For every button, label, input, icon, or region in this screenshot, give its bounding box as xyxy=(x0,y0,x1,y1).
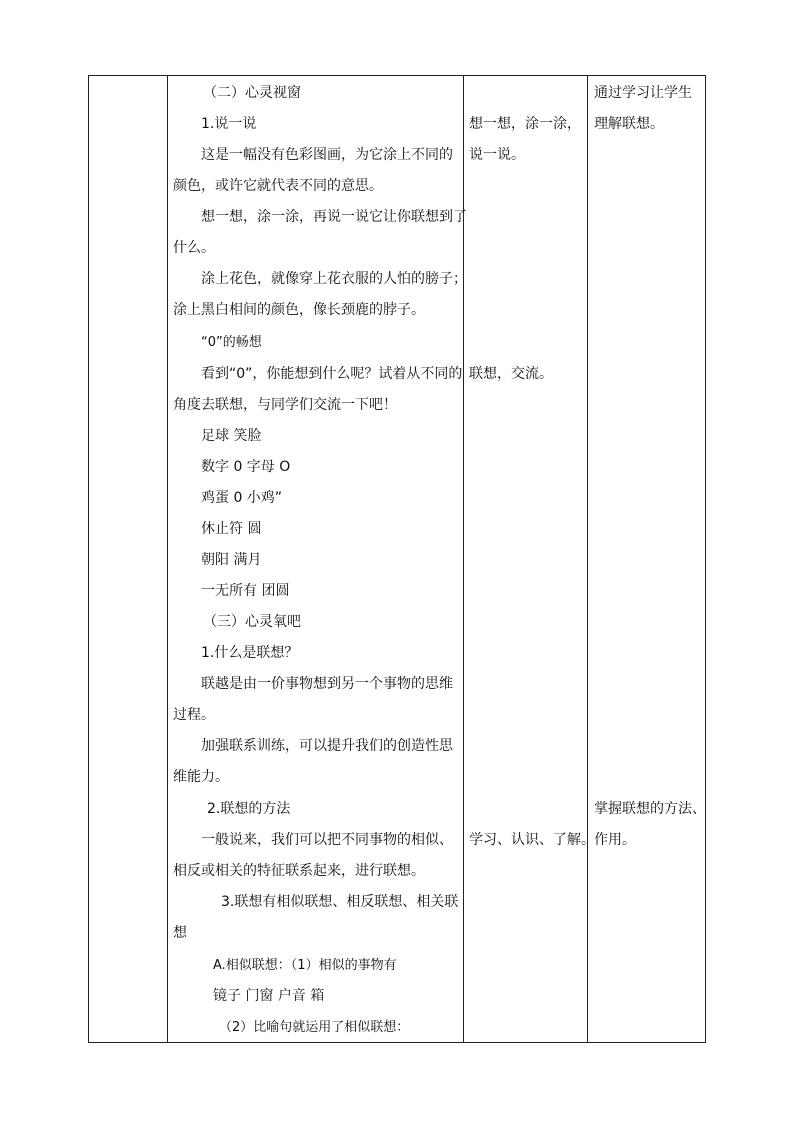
text-line: 说一说。 xyxy=(469,147,525,163)
text-line: 相反或相关的特征联系起来，进行联想。 xyxy=(173,863,425,879)
text-line: A.相似联想：（1）相似的事物有 xyxy=(213,958,397,973)
text-line: 一无所有 团圆 xyxy=(201,583,290,599)
text-line: 1.什么是联想？ xyxy=(201,645,299,661)
text-line: 涂上花色，就像穿上花衣服的人怕的膀子； xyxy=(201,271,467,287)
text-line: 一般说来，我们可以把不同事物的相似、 xyxy=(201,832,453,848)
text-line: 作用。 xyxy=(594,832,636,848)
text-line: 这是一幅没有色彩图画，为它涂上不同的 xyxy=(201,147,453,163)
text-line: 3.联想有相似联想、相反联想、相关联 xyxy=(221,894,459,910)
text-line: 2.联想的方法 xyxy=(207,801,291,817)
text-line: 维能力。 xyxy=(173,769,229,785)
text-line: 联越是由一价事物想到另一个事物的思维 xyxy=(201,676,453,692)
text-line: 想一想，涂一涂， xyxy=(469,116,581,132)
text-line: 想一想，涂一涂，再说一说它让你联想到了 xyxy=(201,209,467,225)
text-line: （2）比喻句就运用了相似联想： xyxy=(219,1020,410,1035)
text-line: 学习、认识、了解。 xyxy=(469,832,595,848)
text-line: 什么。 xyxy=(173,240,215,256)
teaching-content-column xyxy=(167,76,467,1042)
text-line: 休止符 圆 xyxy=(201,521,262,537)
text-line: 想 xyxy=(173,925,187,941)
text-line: “0”的畅想 xyxy=(201,335,262,350)
text-line: 联想，交流。 xyxy=(469,366,553,382)
text-line: 角度去联想，与同学们交流一下吧！ xyxy=(173,397,397,413)
text-line: 1.说一说 xyxy=(201,116,257,132)
text-line: 涂上黑白相间的颜色，像长颈鹿的脖子。 xyxy=(173,302,425,318)
text-line: 掌握联想的方法、 xyxy=(594,801,706,817)
section-heading: （二）心灵视窗 xyxy=(203,85,301,101)
text-line: 朝阳 满月 xyxy=(201,552,262,568)
text-line: 加强联系训练，可以提升我们的创造性思 xyxy=(201,738,453,754)
text-line: 数字 0 字母 O xyxy=(201,459,291,475)
text-line: 过程。 xyxy=(173,707,215,723)
text-line: 理解联想。 xyxy=(594,116,664,132)
text-line: 鸡蛋 0 小鸡” xyxy=(201,490,283,506)
text-line: 通过学习让学生 xyxy=(594,85,692,101)
column-1 xyxy=(89,76,167,1042)
design-intent-column xyxy=(587,76,707,1042)
text-line: 颜色，或许它就代表不同的意思。 xyxy=(173,178,383,194)
text-line: 足球 笑脸 xyxy=(201,428,262,444)
text-line: 看到“0”，你能想到什么呢？试着从不同的 xyxy=(201,366,463,382)
lesson-table xyxy=(88,75,706,1043)
text-line: 镜子 门窗 户音 箱 xyxy=(213,988,325,1004)
student-activity-column xyxy=(463,76,595,1042)
section-heading: （三）心灵氧吧 xyxy=(203,614,301,630)
